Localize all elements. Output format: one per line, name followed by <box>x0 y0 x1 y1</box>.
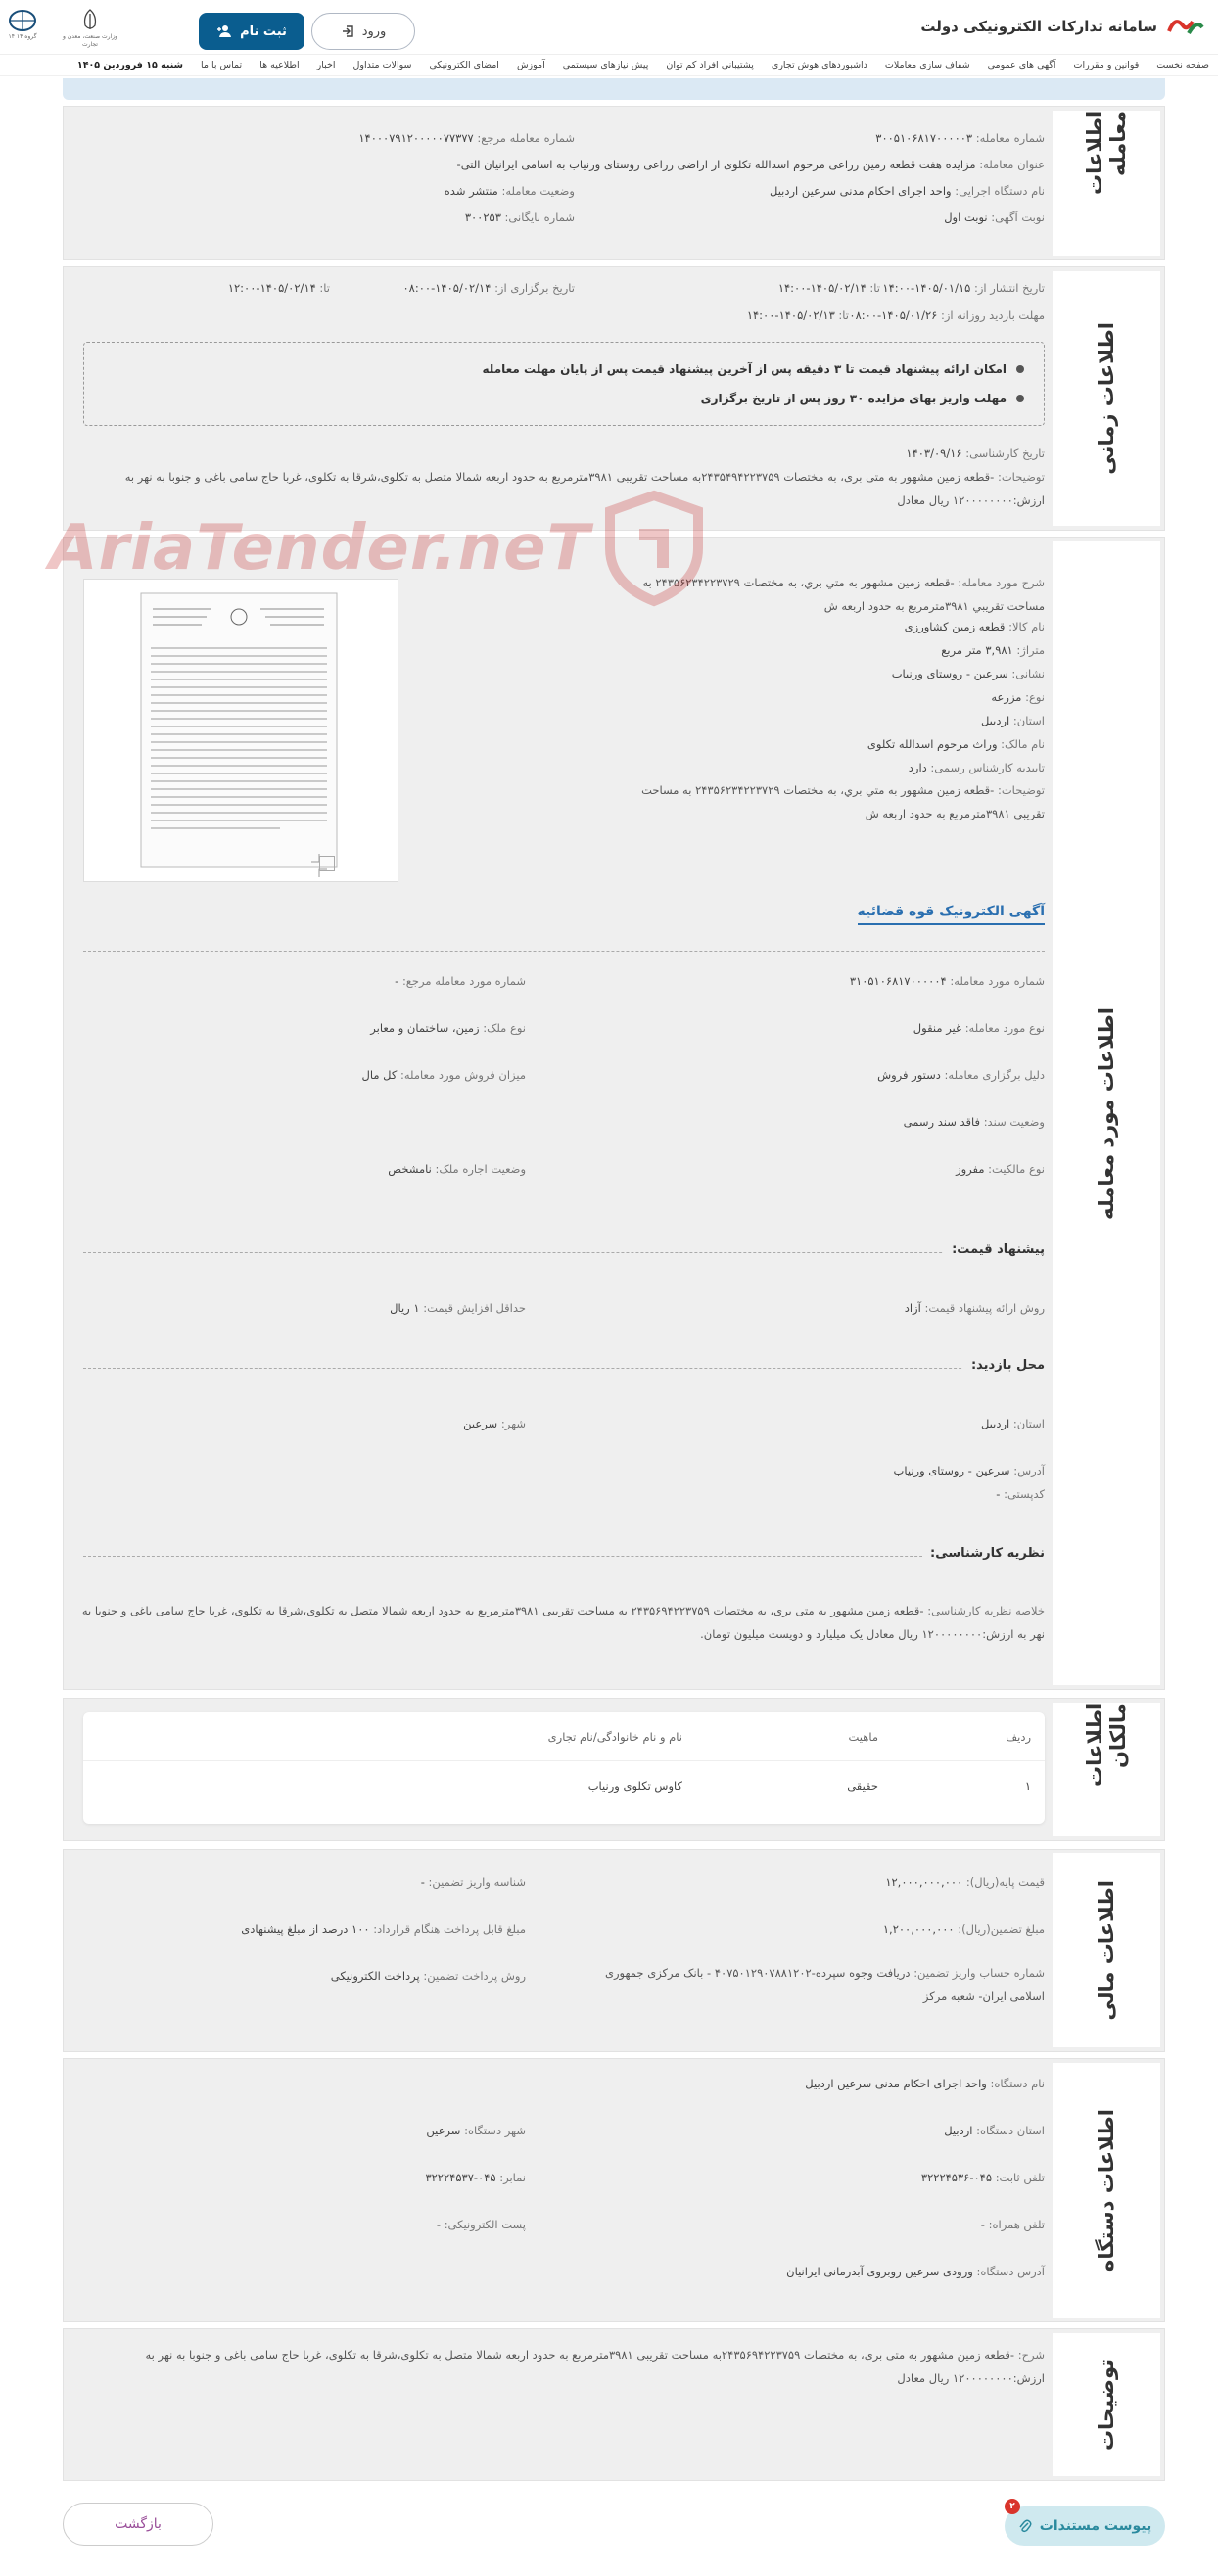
base-price: قیمت پایه(ریال): ۱۲,۰۰۰,۰۰۰,۰۰۰ <box>885 1875 1045 1889</box>
attachments-label: پیوست مستندات <box>1039 2518 1152 2534</box>
register-label: ثبت نام <box>240 23 287 39</box>
divider <box>83 951 1045 952</box>
divider <box>83 1252 1045 1253</box>
agency-email: پست الکترونیکی: - <box>436 2218 526 2231</box>
add-user-icon <box>216 24 232 38</box>
login-button[interactable] <box>311 13 415 50</box>
document-image-icon <box>84 580 398 881</box>
item-desc2: توضیحات: -قطعه زمین مشهور به متي بري، به مختصات ۲۴۳۵۶۲۳۴۲۲۳۷۲۹ به مساحت تقریبي ۳۹۸۱مترمربع به حدود اربعه ش <box>641 783 1045 820</box>
agency-name: نام دستگاه: واحد اجرای احکام مدنی سرعین اردبیل <box>805 2077 1045 2090</box>
emblem-icon <box>77 8 103 33</box>
section-title: اطلاعات مورد معامله <box>1053 541 1160 1685</box>
item-ref: شماره مورد معامله مرجع: - <box>395 974 526 988</box>
col-header: ماهیت <box>848 1730 878 1744</box>
hold-to: تا: ۱۴۰۵/۰۲/۱۴-۱۲:۰۰ <box>227 281 330 295</box>
document-thumbnail[interactable] <box>83 579 398 882</box>
paperclip-icon <box>1018 2518 1032 2534</box>
nav-item[interactable]: آموزش <box>516 60 545 70</box>
attachments-button[interactable] <box>1005 2502 1165 2546</box>
table-header <box>83 1712 1045 1761</box>
site-title: سامانه تدارکات الکترونیکی دولت <box>920 18 1157 35</box>
doc-status: وضعیت سند: فاقد سند رسمی <box>903 1115 1045 1129</box>
item-desc: شرح مورد معامله: -قطعه زمین مشهور به متي بري، به مختصات ۲۴۳۵۶۲۳۴۲۲۳۷۲۹ به مساحت تقریبي ۳۹۸۱مترمربع به حدود اربعه ش <box>642 576 1045 613</box>
section-title: اطلاعات معامله <box>1053 111 1160 256</box>
nav-item[interactable]: سوالات متداول <box>352 60 412 70</box>
back-button[interactable]: بازگشت <box>63 2503 213 2546</box>
nav-item[interactable]: قوانین و مقررات <box>1073 60 1140 70</box>
login-label: ورود <box>361 23 387 39</box>
deal-ref-number: شماره معامله مرجع: ۱۴۰۰۰۷۹۱۲۰۰۰۰۰۷۷۳۷۷ <box>358 131 575 145</box>
attachments-count-badge: ۲ <box>1005 2499 1020 2514</box>
section-time-info <box>63 266 1165 531</box>
publish-from: تاریخ انتشار از: ۱۴۰۵/۰۱/۱۵-۱۴:۰۰ <box>882 281 1045 295</box>
deal-agency: نام دستگاه اجرایی: واحد اجرای احکام مدنی سرعین اردبیل <box>769 184 1045 198</box>
nav-item[interactable]: پشتیبانی افراد کم توان <box>666 60 754 70</box>
nav-item[interactable]: صفحه نخست <box>1156 60 1209 70</box>
notes-box <box>83 342 1045 426</box>
nav-item[interactable]: پیش نیازهای سیستمی <box>562 60 649 70</box>
nav-item[interactable]: شفاف سازی معاملات <box>884 60 970 70</box>
bullet-icon <box>1016 365 1024 373</box>
guarantee-account: شماره حساب واریز تضمین: دریافت وجوه سپرده-۴۰۷۵۰۱۲۹۰۷۸۸۱۲۰۲ - بانک مرکزی جمهوری اسلامی ایران- شعبه مرکز <box>604 1966 1045 2003</box>
section-title: اطلاعات دستگاه <box>1053 2063 1160 2318</box>
visit-postal: کدپستی: - <box>996 1487 1045 1501</box>
org-caption: گروه ۱۴ ۱۴ <box>8 33 37 40</box>
note-item: امکان ارائه پیشنهاد قیمت تا ۳ دقیقه پس از آخرین پیشنهاد قیمت پس از پایان مهلت معامله <box>483 362 1024 376</box>
item-province: استان: اردبیل <box>980 714 1045 727</box>
sale-reason: دلیل برگزاری معامله: دستور فروش <box>877 1068 1045 1082</box>
top-header <box>0 0 1218 55</box>
visit-heading: محل بازدید: <box>963 1358 1045 1373</box>
item-owner: نام مالک: وراث مرحوم اسدالله تکلوی <box>867 737 1045 751</box>
main-nav <box>0 55 1218 76</box>
ministry-caption: وزارت صنعت، معدن و تجارت <box>63 33 117 48</box>
item-expert-confirm: تاییدیه کارشناس رسمی: دارد <box>908 761 1045 774</box>
deal-archive: شماره بایگانی: ۳۰۰۲۵۳ <box>464 211 575 224</box>
deal-subject: عنوان معامله: مزایده هفت قطعه زمین زراعی مرحوم اسدالله تکلوی از اراضی زراعی روستای ورنیاب به اسامی ایرانیان التی- <box>456 158 1045 171</box>
item-number: شماره مورد معامله: ۳۱۰۵۱۰۶۸۱۷۰۰۰۰۰۴ <box>849 974 1045 988</box>
login-icon <box>341 24 354 38</box>
item-kind: نوع مورد معامله: غیر منقول <box>913 1021 1045 1035</box>
nav-item[interactable]: امضای الکترونیکی <box>429 60 499 70</box>
guarantee-id: شناسه واریز تضمین: - <box>420 1875 526 1889</box>
table-row <box>83 1761 1045 1810</box>
section-title: توضیحات <box>1053 2333 1160 2476</box>
note-item: مهلت واریز بهای مزایده ۳۰ روز پس از تاریخ برگزاری <box>701 392 1024 405</box>
bullet-icon <box>1016 395 1024 402</box>
cell: کاوس تکلوی ورنیاب <box>587 1779 682 1793</box>
publish-to: تا: ۱۴۰۵/۰۲/۱۴-۱۴:۰۰ <box>777 281 880 295</box>
col-header: ردیف <box>1006 1730 1031 1744</box>
section-agency <box>63 2058 1165 2322</box>
agency-mobile: تلفن همراه: - <box>980 2218 1045 2231</box>
deal-status: وضعیت معامله: منتشر شده <box>444 184 575 198</box>
agency-address: آدرس دستگاه: ورودی سرعین روبروی آبدرمانی ایرانیان <box>786 2265 1045 2278</box>
visit-province: استان: اردبیل <box>980 1417 1045 1430</box>
contract-amount: مبلغ قابل پرداخت هنگام قرارداد: ۱۰۰ درصد از مبلغ پیشنهادی <box>241 1922 526 1936</box>
item-type: نوع: مزرعه <box>991 690 1045 704</box>
brand[interactable] <box>920 12 1206 41</box>
section-deal-info <box>63 106 1165 260</box>
deal-number: شماره معامله: ۳۰۰۵۱۰۶۸۱۷۰۰۰۰۰۳ <box>875 131 1045 145</box>
expert-heading: نظریه کارشناسی: <box>922 1546 1045 1561</box>
price-method: روش ارائه پیشنهاد قیمت: آزاد <box>904 1301 1045 1315</box>
guarantee-pay-method: روش پرداخت تضمین: پرداخت الکترونیکی <box>330 1969 526 1983</box>
lease-status: وضعیت اجاره ملک: نامشخص <box>388 1162 526 1176</box>
visit-city: شهر: سرعین <box>463 1417 526 1430</box>
owners-table <box>83 1712 1045 1824</box>
cell: حقیقی <box>847 1779 878 1793</box>
agency-phone: تلفن ثابت: ۰۴۵-۳۲۲۲۴۵۳۶ <box>920 2171 1045 2184</box>
item-address: نشانی: سرعین - روستای ورنیاب <box>891 667 1045 680</box>
sale-amount: میزان فروش مورد معامله: کل مال <box>361 1068 526 1082</box>
section-description <box>63 2328 1165 2481</box>
judiciary-ad-link[interactable]: آگهی الکترونیک قوه قضائیه <box>858 904 1046 925</box>
section-title: اطلاعات زمانی <box>1053 271 1160 526</box>
expand-icon[interactable] <box>319 856 335 871</box>
expert-date: تاریخ کارشناسی: ۱۴۰۳/۰۹/۱۶ <box>906 446 1045 460</box>
nav-item[interactable]: تماس با ما <box>201 60 243 70</box>
description-text: شرح: -قطعه زمین مشهور به متی بری، به مختصات ۲۴۳۵۶۹۴۲۲۳۷۵۹به مساحت تقریبی ۳۹۸۱مترمربع به حدود اربعه شمالا متصل به تکلوی،شرقا به تکلوی، غربا حاج سامی باغی و جنوبا به نهر به ارزش:۱۲۰۰۰۰۰۰۰۰ ریال معادل <box>145 2348 1045 2385</box>
min-increase: حداقل افزایش قیمت: ۱ ریال <box>390 1301 526 1315</box>
section-finance <box>63 1849 1165 2052</box>
section-title: اطلاعات مالکان <box>1053 1703 1160 1836</box>
visit-from: مهلت بازدید روزانه از: ۱۴۰۵/۰۱/۲۶-۰۸:۰۰ <box>849 308 1045 322</box>
visit-to: تا: ۱۴۰۵/۰۲/۱۳-۱۴:۰۰ <box>746 308 849 322</box>
org-logo <box>4 8 41 55</box>
agency-province: استان دستگاه: اردبیل <box>944 2124 1045 2137</box>
deal-round: نوبت آگهی: نوبت اول <box>944 211 1045 224</box>
property-kind: نوع ملک: زمین، ساختمان و معابر <box>370 1021 526 1035</box>
divider <box>83 1556 1045 1557</box>
agency-city: شهر دستگاه: سرعین <box>426 2124 526 2137</box>
top-strip <box>63 78 1165 100</box>
visit-address: آدرس: سرعین - روستای ورنیاب <box>893 1464 1045 1477</box>
expert-summary: خلاصه نظریه کارشناسی: -قطعه زمین مشهور به متی بری، به مختصات ۲۴۳۵۶۹۴۲۲۳۷۵۹ به مساحت تقریبی ۳۹۸۱مترمربع به حدود اربعه شمالا متصل به تکلوی،شرقا به تکلوی، غربا حاج سامی باغی و جنوبا به نهر به ارزش:۱۲۰۰۰۰۰۰۰۰ ریال معادل یک میلیارد و دویست میلیون تومان. <box>81 1604 1045 1641</box>
setad-logo-icon <box>1165 12 1206 41</box>
divider <box>83 1368 1045 1369</box>
register-button[interactable] <box>199 13 304 50</box>
ministry-logo <box>61 8 119 55</box>
section-title: اطلاعات مالی <box>1053 1853 1160 2047</box>
item-area: متراژ: ۳,۹۸۱ متر مربع <box>941 643 1045 657</box>
cell: ۱ <box>1024 1779 1031 1793</box>
item-goods: نام کالا: قطعه زمین کشاورزی <box>904 620 1045 633</box>
hold-from: تاریخ برگزاری از: ۱۴۰۵/۰۲/۱۴-۰۸:۰۰ <box>402 281 575 295</box>
nav-item[interactable]: اطلاعیه ها <box>259 60 300 70</box>
globe-icon <box>8 8 37 33</box>
guarantee-amount: مبلغ تضمین(ریال): ۱,۲۰۰,۰۰۰,۰۰۰ <box>882 1922 1045 1936</box>
nav-item[interactable]: اخبار <box>316 60 336 70</box>
price-heading: پیشنهاد قیمت: <box>944 1242 1045 1257</box>
watermark-text: AriaTender.neT <box>49 512 591 585</box>
section-item-info <box>63 537 1165 1690</box>
time-description: توضیحات: -قطعه زمین مشهور به متی بری، به مختصات ۲۴۳۵۴۹۴۲۲۳۷۵۹به مساحت تقریبی ۳۹۸۱مترمربع به حدود اربعه شمالا متصل به تکلوی،شرقا به تکلوی، غربا حاج سامی باغی و جنوبا به نهر به ارزش:۱۲۰۰۰۰۰۰۰۰ ریال معادل <box>124 470 1045 507</box>
section-owners <box>63 1698 1165 1841</box>
col-header: نام و نام خانوادگی/نام تجاری <box>547 1730 682 1744</box>
nav-item[interactable]: آگهی های عمومی <box>987 60 1056 70</box>
agency-fax: نمابر: ۰۴۵-۳۲۲۲۴۵۳۷ <box>425 2171 526 2184</box>
ownership-type: نوع مالکیت: مفروز <box>956 1162 1045 1176</box>
nav-item[interactable]: داشبوردهای هوش تجاری <box>771 60 867 70</box>
current-date: شنبه ۱۵ فروردین ۱۴۰۵ <box>76 60 183 70</box>
